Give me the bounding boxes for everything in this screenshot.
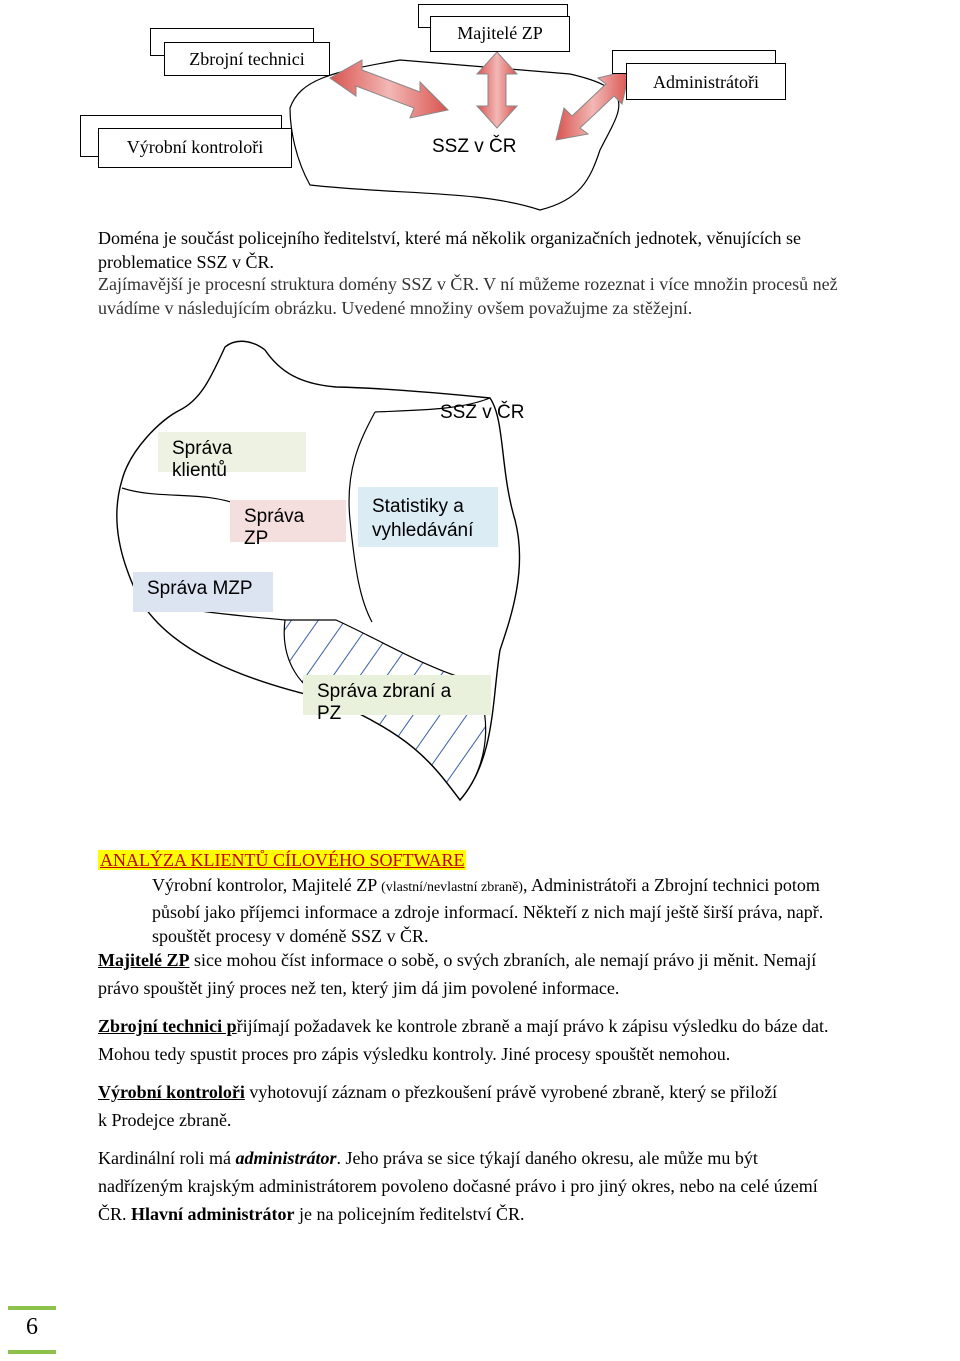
intro-p1-line1: Doména je součást policejního ředitelství, které má několik organizačních jednotek, věnujících se xyxy=(98,228,801,248)
sprava-klientu-box xyxy=(158,432,306,481)
vyrobni-line1: vyhotovují záznam o přezkoušení právě vyrobené zbraně, který se přiloží xyxy=(244,1082,778,1102)
analysis-heading: ANALÝZA KLIENTŮ CÍLOVÉHO SOFTWARE xyxy=(100,850,465,870)
majitele-paragraph xyxy=(98,946,958,1002)
majitele-zp-label: Majitelé ZP xyxy=(457,23,543,43)
kard-line1-a: Kardinální roli má xyxy=(98,1148,236,1168)
majitele-zp-box xyxy=(430,16,570,52)
sprava-klientu-label: Správa klientů xyxy=(172,438,233,481)
page-number: 6 xyxy=(26,1314,38,1340)
administratori-label: Administrátoři xyxy=(653,72,759,92)
kard-line2: nadřízeným krajským administrátorem povoleno dočasné právo i pro jiný okres, nebo na celé území xyxy=(98,1176,818,1196)
block1-line3: spouštět procesy v doméně SSZ v ČR. xyxy=(152,926,429,946)
kard-admin-term: administrátor xyxy=(235,1148,337,1168)
intro-paragraph-2 xyxy=(98,272,960,320)
arrow-zbrojni-icon xyxy=(330,60,448,118)
vyrobni-line2: k Prodejce zbraně. xyxy=(98,1110,232,1130)
block1-line2: působí jako příjemci informace a zdroje informací. Někteří z nich mají ještě širší práva, např. xyxy=(152,902,824,922)
intro-paragraph-1 xyxy=(98,226,960,274)
block1-line1-b: , Administrátoři a Zbrojní technici potom xyxy=(522,875,820,895)
kard-line3-a: ČR. xyxy=(98,1204,132,1224)
vyrobni-paragraph xyxy=(98,1078,958,1134)
zbrojni-line2: Mohou tedy spustit proces pro zápis výsledku kontroly. Jiné procesy spouštět nemohou. xyxy=(98,1044,731,1064)
intro-p2-line1: Zajímavější je procesní struktura domény SSZ v ČR. V ní můžeme rozeznat i více množin procesů než xyxy=(98,274,838,294)
statistiky-label-1: Statistiky a xyxy=(372,496,464,517)
ssz-center-label: SSZ v ČR xyxy=(432,136,517,157)
sprava-zp-label: Správa ZP xyxy=(244,506,305,549)
sprava-mzp-box xyxy=(133,572,273,612)
sprava-mzp-label: Správa MZP xyxy=(147,578,253,599)
intro-p1-line2: problematice SSZ v ČR. xyxy=(98,252,274,272)
zbrojni-paragraph xyxy=(98,1012,958,1068)
block1-line1 xyxy=(152,873,960,900)
kard-hlavni-term: Hlavní administrátor xyxy=(131,1204,295,1224)
vyrobni-kontrolori-box xyxy=(98,128,292,168)
vyrobni-kontrolori-label: Výrobní kontroloři xyxy=(126,137,264,157)
process-diagram-title: SSZ v ČR xyxy=(440,402,525,423)
block1-line1-a: Výrobní kontrolor, Majitelé ZP xyxy=(152,875,382,895)
sprava-zbrani-box xyxy=(303,675,491,724)
vyrobni-term: Výrobní kontroloři xyxy=(98,1082,245,1102)
administratori-box xyxy=(626,63,786,100)
zbrojni-technici-label: Zbrojní technici xyxy=(189,49,305,69)
kard-line1-b: . Jeho práva se sice týkají daného okresu, ale může mu být xyxy=(336,1148,758,1168)
page-number-bar-top xyxy=(8,1306,56,1310)
kardinalni-paragraph xyxy=(98,1144,958,1228)
block1-line1-small: (vlastní/nevlastní zbraně) xyxy=(381,880,523,895)
zbrojni-term: Zbrojní technici p xyxy=(98,1016,237,1036)
majitele-line2: právo spouštět jiný proces než ten, který jim dá jim povolené informace. xyxy=(98,978,620,998)
arrow-majitele-icon xyxy=(477,52,517,128)
majitele-line1: sice mohou číst informace o sobě, o svých zbraních, ale nemají právo ji měnit. Nemají xyxy=(189,950,817,970)
page-number-bar-bottom xyxy=(8,1350,56,1354)
sprava-zbrani-label: Správa zbraní a PZ xyxy=(317,681,452,724)
zbrojni-line1: řijímají požadavek ke kontrole zbraně a mají právo k zápisu výsledku do báze dat. xyxy=(236,1016,829,1036)
statistiky-box xyxy=(358,487,498,547)
majitele-term: Majitelé ZP xyxy=(98,950,190,970)
zbrojni-technici-box xyxy=(164,42,330,76)
kard-line3-b: je na policejním ředitelství ČR. xyxy=(294,1204,525,1224)
analysis-block-1 xyxy=(152,873,960,948)
statistiky-label-2: vyhledávání xyxy=(372,520,474,541)
intro-p2-line2: uvádíme v následujícím obrázku. Uvedené množiny ovšem považujme za stěžejní. xyxy=(98,298,693,318)
sprava-zp-box xyxy=(230,500,346,549)
